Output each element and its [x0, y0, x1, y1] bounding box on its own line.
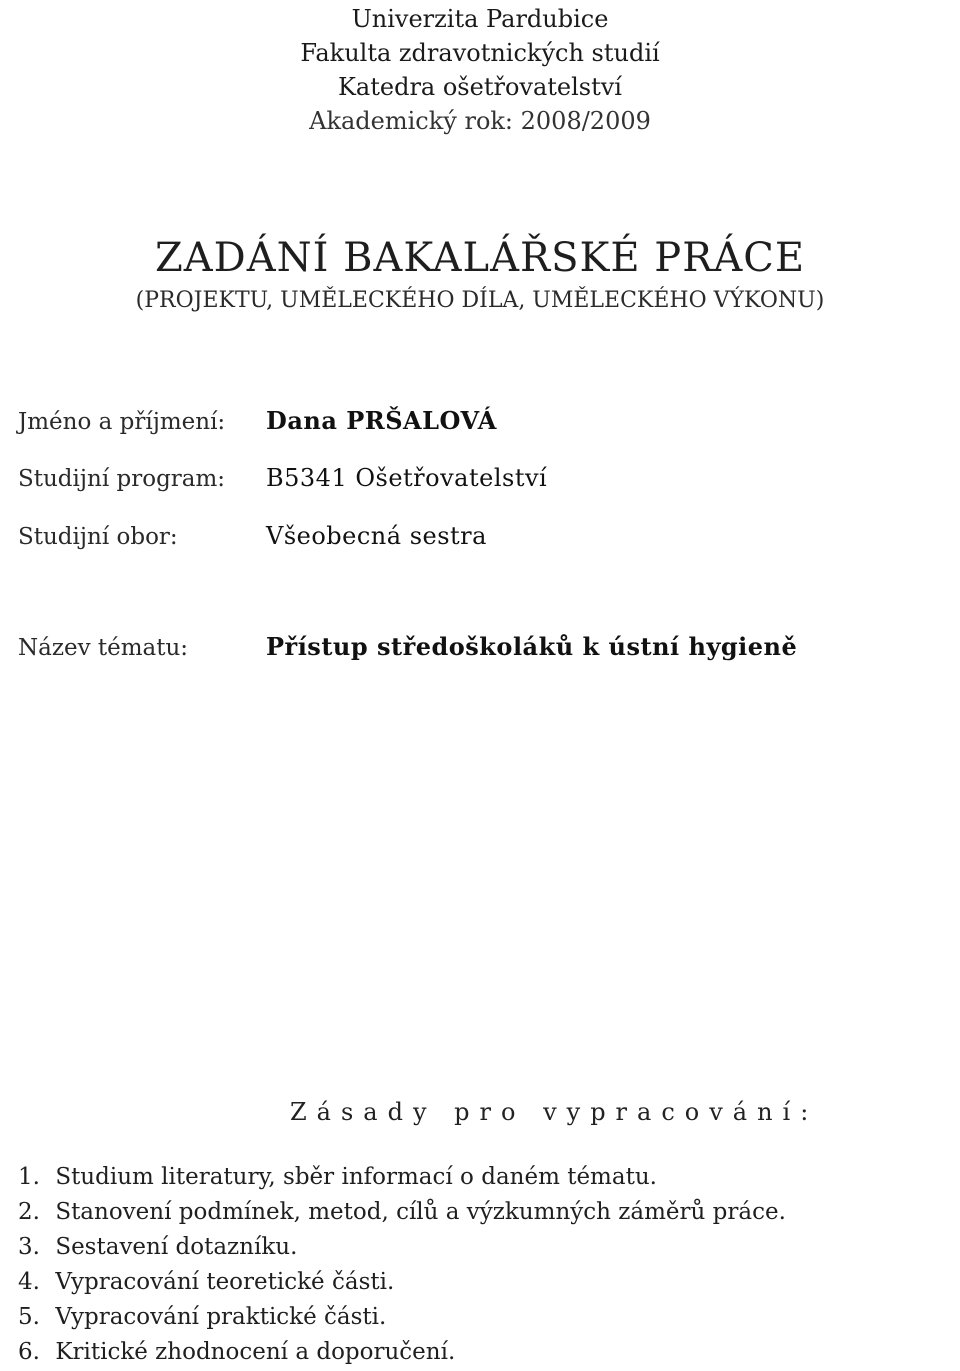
document-header	[0, 2, 960, 138]
list-item	[18, 1300, 948, 1335]
item-text: Vypracování praktické části.	[55, 1304, 387, 1330]
field-label: Studijní program:	[18, 466, 226, 492]
field-row-topic	[18, 632, 948, 672]
student-info	[18, 406, 948, 580]
item-number: 6.	[18, 1339, 40, 1365]
topic-value: Přístup středoškoláků k ústní hygieně	[266, 632, 798, 661]
list-item	[18, 1335, 948, 1370]
item-number: 5.	[18, 1304, 40, 1330]
academic-year: Akademický rok: 2008/2009	[309, 107, 651, 135]
student-name: Dana PRŠALOVÁ	[266, 406, 497, 435]
item-text: Studium literatury, sběr informací o daném tématu.	[55, 1164, 657, 1190]
faculty-name: Fakulta zdravotnických studií	[300, 39, 660, 67]
field-row-name	[18, 406, 948, 464]
item-text: Sestavení dotazníku.	[55, 1234, 298, 1260]
item-text: Stanovení podmínek, metod, cílů a výzkumných záměrů práce.	[55, 1199, 786, 1225]
list-item	[18, 1195, 948, 1230]
field-row-branch	[18, 522, 948, 580]
item-number: 2.	[18, 1199, 40, 1225]
field-label: Studijní obor:	[18, 524, 178, 550]
item-text: Vypracování teoretické části.	[55, 1269, 395, 1295]
study-program: B5341 Ošetřovatelství	[266, 464, 548, 492]
document-title: ZADÁNÍ BAKALÁŘSKÉ PRÁCE	[154, 235, 806, 281]
list-item	[18, 1160, 948, 1195]
study-branch: Všeobecná sestra	[266, 522, 487, 550]
principles-heading: Zásady pro vypracování:	[290, 1098, 819, 1126]
department-name: Katedra ošetřovatelství	[338, 73, 622, 101]
field-label: Jméno a příjmení:	[18, 409, 226, 435]
item-number: 1.	[18, 1164, 40, 1190]
item-text: Kritické zhodnocení a doporučení.	[55, 1339, 456, 1365]
thesis-topic	[18, 632, 948, 672]
university-name: Univerzita Pardubice	[351, 5, 609, 33]
principles-list	[18, 1160, 948, 1370]
document-subtitle: (PROJEKTU, UMĚLECKÉHO DÍLA, UMĚLECKÉHO VÝKONU)	[135, 288, 825, 313]
list-item	[18, 1265, 948, 1300]
list-item	[18, 1230, 948, 1265]
item-number: 3.	[18, 1234, 40, 1260]
topic-label: Název tématu:	[18, 635, 189, 661]
field-row-program	[18, 464, 948, 522]
item-number: 4.	[18, 1269, 40, 1295]
